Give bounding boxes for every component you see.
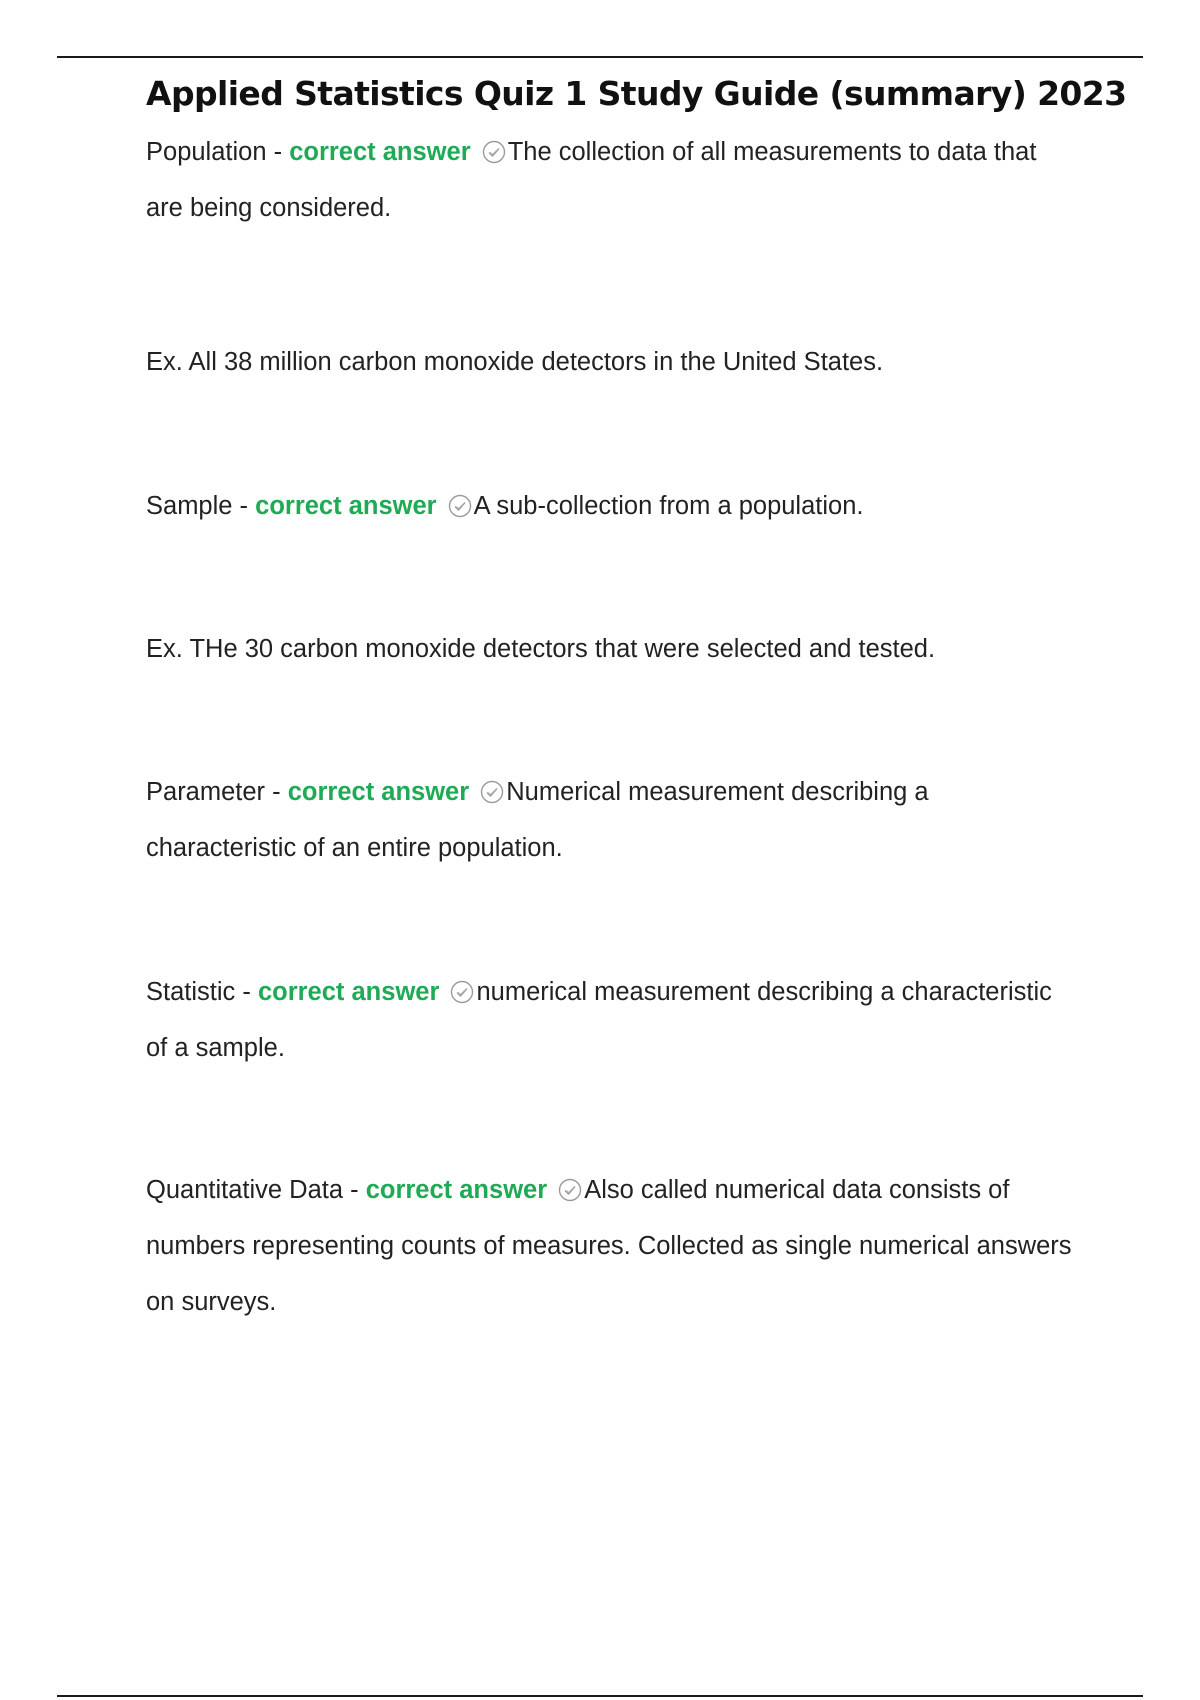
top-rule bbox=[57, 56, 1143, 58]
definition-entry bbox=[146, 764, 1076, 876]
term: Statistic bbox=[146, 978, 236, 1006]
check-circle-icon bbox=[482, 140, 506, 164]
check-circle-icon bbox=[450, 980, 474, 1004]
correct-answer-label: correct answer bbox=[257, 978, 440, 1006]
definition: Numerical measurement describing a characteristic of an entire population. bbox=[146, 778, 929, 862]
check-circle-icon bbox=[448, 494, 472, 518]
definition-entry bbox=[146, 478, 1076, 534]
correct-answer-label: correct answer bbox=[287, 778, 470, 806]
definition-entry bbox=[146, 124, 1076, 236]
term: Population bbox=[146, 138, 267, 166]
definition-entry bbox=[146, 1162, 1076, 1330]
bottom-rule bbox=[57, 1695, 1143, 1697]
separator: - bbox=[343, 1176, 366, 1204]
definition: The collection of all measurements to data that are being considered. bbox=[146, 138, 1037, 222]
correct-answer-label: correct answer bbox=[289, 138, 471, 166]
example-text: Ex. All 38 million carbon monoxide detectors in the United States. bbox=[146, 348, 884, 376]
page-title: Applied Statistics Quiz 1 Study Guide (summary) 2023 bbox=[146, 74, 1127, 113]
definition: A sub-collection from a population. bbox=[473, 492, 864, 520]
check-circle-icon bbox=[558, 1178, 582, 1202]
example-text: Ex. THe 30 carbon monoxide detectors that were selected and tested. bbox=[146, 635, 936, 663]
separator: - bbox=[232, 492, 256, 520]
separator: - bbox=[235, 978, 258, 1006]
correct-answer-label: correct answer bbox=[255, 492, 437, 520]
term: Sample bbox=[146, 492, 233, 520]
example-entry bbox=[146, 334, 1076, 390]
definition: numerical measurement describing a characteristic of a sample. bbox=[146, 978, 1052, 1062]
term: Quantitative Data bbox=[146, 1176, 344, 1204]
definition: Also called numerical data consists of numbers representing counts of measures. Collected as single numerical answers on surveys. bbox=[146, 1176, 1072, 1316]
separator: - bbox=[265, 778, 288, 806]
definition-entry bbox=[146, 964, 1076, 1076]
separator: - bbox=[266, 138, 290, 166]
check-circle-icon bbox=[480, 780, 504, 804]
example-entry bbox=[146, 621, 1076, 677]
correct-answer-label: correct answer bbox=[365, 1176, 548, 1204]
term: Parameter bbox=[146, 778, 266, 806]
